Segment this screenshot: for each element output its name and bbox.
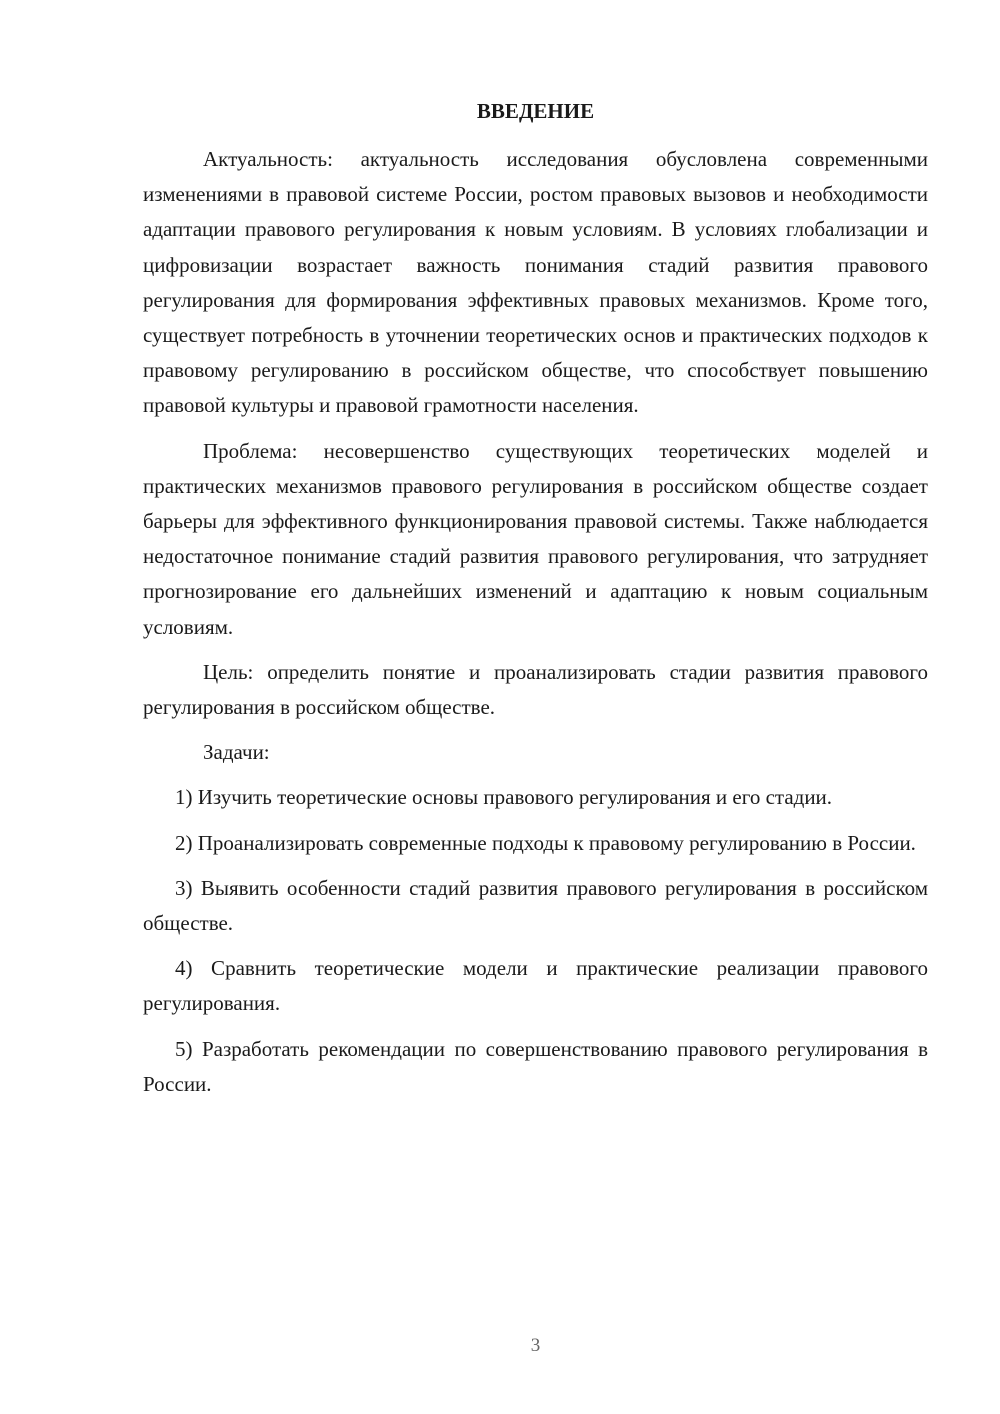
task-item-1: 1) Изучить теоретические основы правового регулирования и его стадии. — [175, 785, 833, 810]
document-page — [143, 0, 928, 1414]
task-item-4: 4) Сравнить теоретические модели и практические реализации правового регулирования. — [143, 956, 928, 1016]
paragraph-problem: Проблема: несовершенство существующих теоретических моделей и практических механизмов правового регулирования в российском обществе создает барьеры для эффективного функционирования правовой системы. Также наблюдается недостаточное понимание стадий развития правового регулирования, что затрудняет прогнозирование его дальнейших изменений и адаптацию к новым социальным условиям. — [143, 438, 928, 639]
document-body — [143, 142, 928, 1112]
paragraph-goal: Цель: определить понятие и проанализировать стадии развития правового регулирования в российском обществе. — [143, 659, 928, 720]
page-number: 3 — [530, 1335, 541, 1356]
task-item-2: 2) Проанализировать современные подходы к правовому регулированию в России. — [175, 830, 916, 855]
task-item-5: 5) Разработать рекомендации по совершенствованию правового регулирования в России. — [143, 1036, 928, 1096]
paragraph-relevance: Актуальность: актуальность исследования обусловлена современными изменениями в правовой системе России, ростом правовых вызовов и необходимости адаптации правового регулирования к новым условиям. В условиях глобализации и цифровизации возрастает важность понимания стадий развития правового регулирования для формирования эффективных правовых механизмов. Кроме того, существует потребность в уточнении теоретических основ и практических подходов к правовому регулированию в российском обществе, что способствует повышению правовой культуры и правовой грамотности населения. — [143, 147, 928, 418]
paragraph-tasks-heading: Задачи: — [203, 740, 270, 765]
document-title: ВВЕДЕНИЕ — [476, 99, 595, 123]
task-item-3: 3) Выявить особенности стадий развития правового регулирования в российском обществе. — [143, 875, 928, 936]
